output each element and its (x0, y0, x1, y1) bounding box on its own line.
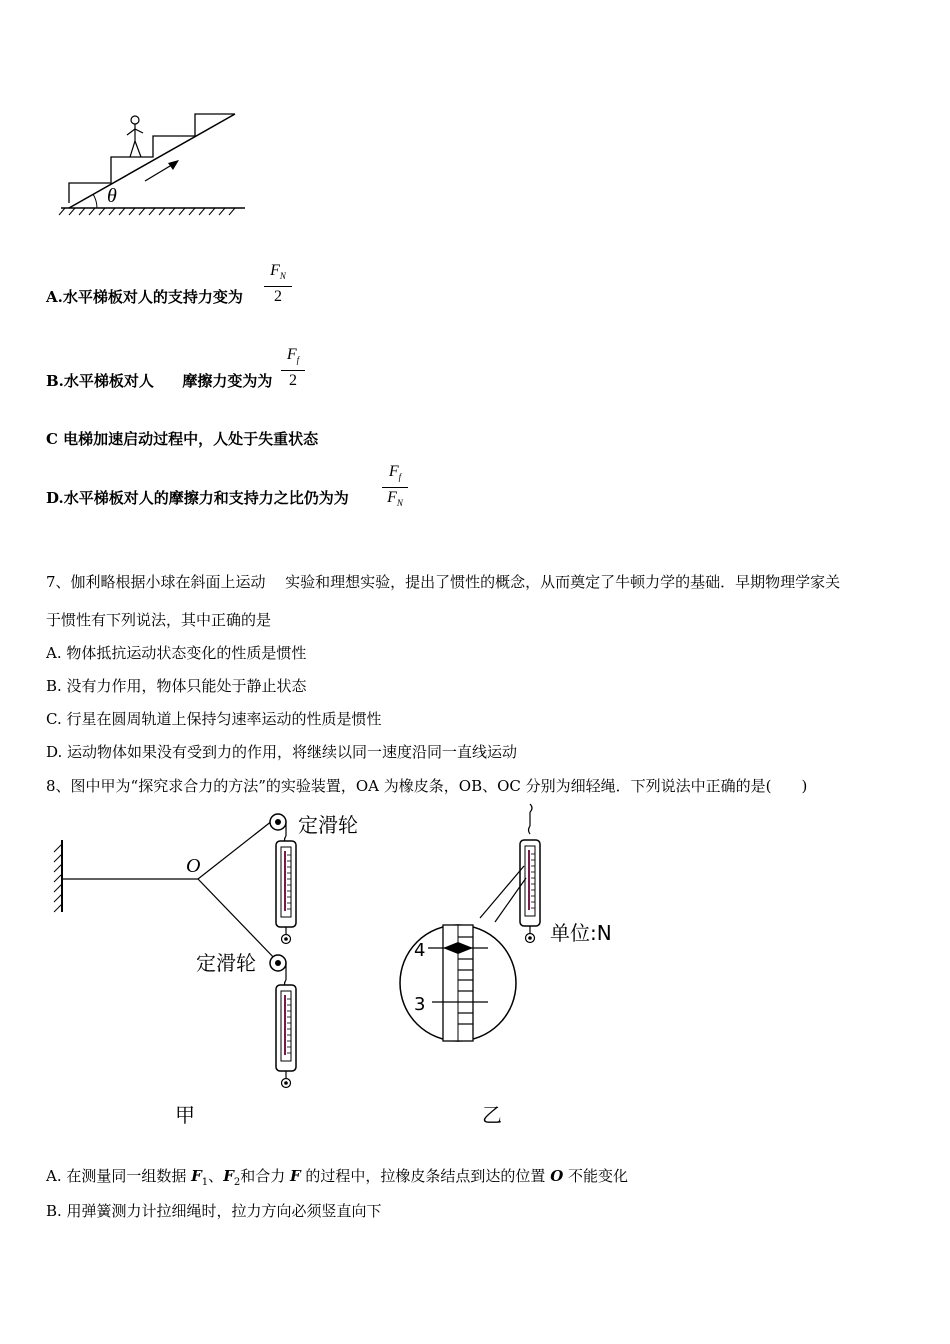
q7-option-b: B. 没有力作用，物体只能处于静止状态 (46, 677, 307, 695)
caption-yi: 乙 (482, 1103, 502, 1127)
q8-option-a: A. 在测量同一组数据 $F_1$、$F_2$和合力 F 的过程中，拉橡皮条结点到达的位置 O 不能变化 (46, 1167, 629, 1188)
option-6b-text-2: 摩擦力变为为 (182, 372, 273, 390)
q7-stem-part2: 实验和理想实验，提出了惯性的概念，从而奠定了牛顿力学的基础．早期物理学家关 (285, 573, 841, 591)
option-6b (46, 371, 272, 391)
scale-label-lower: 3 (414, 994, 426, 1015)
q8-stem: 8、图中甲为“探究求合力的方法”的实验装置，OA 为橡皮条，OB、OC 分别为细轻绳．下列说法中正确的是( ) (46, 777, 808, 795)
option-6a (46, 287, 243, 307)
fraction-fn-over-2: $F_N$ 2 (264, 262, 292, 306)
option-6c: C 电梯加速启动过程中，人处于失重状态 (46, 430, 319, 448)
escalator-figure (55, 105, 255, 220)
option-6b-text-1: B.水平梯板对人 (46, 372, 154, 390)
q7-option-a: A. 物体抵抗运动状态变化的性质是惯性 (46, 644, 307, 662)
fraction-ff-over-fn: $F_f$ $F_N$ (382, 463, 408, 512)
scale-label-upper: 4 (414, 940, 426, 961)
force-experiment-figure (40, 800, 640, 1140)
pulley-label-top: 定滑轮 (298, 813, 358, 837)
q7-option-c: C. 行星在圆周轨道上保持匀速率运动的性质是惯性 (46, 710, 382, 728)
point-o-label: O (186, 855, 201, 877)
option-6a-text: A.水平梯板对人的支持力变为 (46, 288, 243, 306)
angle-label: θ (107, 185, 117, 207)
q7-stem-line2: 于惯性有下列说法，其中正确的是 (46, 611, 272, 629)
q7-option-d: D. 运动物体如果没有受到力的作用，将继续以同一速度沿同一直线运动 (46, 743, 518, 761)
q8-option-b: B. 用弹簧测力计拉细绳时，拉力方向必须竖直向下 (46, 1202, 382, 1220)
pulley-label-bottom: 定滑轮 (196, 951, 256, 975)
option-6d-text: D.水平梯板对人的摩擦力和支持力之比仍为为 (46, 489, 349, 507)
unit-label: 单位:N (550, 921, 612, 945)
q7-stem-part1: 7、伽利略根据小球在斜面上运动 (46, 573, 266, 591)
q7-stem-line1 (46, 572, 840, 592)
fraction-ff-over-2: $F_f$ 2 (281, 346, 305, 390)
caption-jia: 甲 (175, 1103, 195, 1127)
option-6d (46, 488, 349, 508)
